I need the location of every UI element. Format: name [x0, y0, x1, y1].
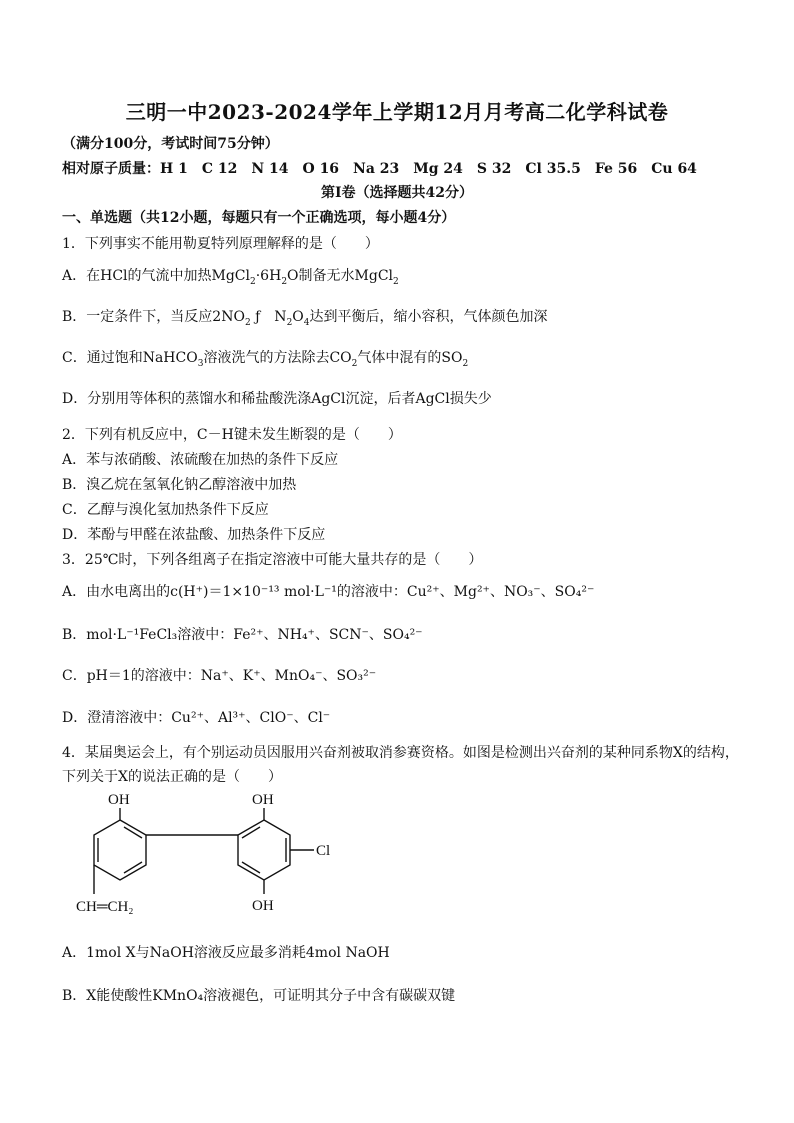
q4-stem-line2: 下列关于X的说法正确的是（ ）: [62, 769, 282, 785]
q2-option-b: B．溴乙烷在氢氧化钠乙醇溶液中加热: [62, 477, 297, 493]
q2-option-d: D．苯酚与甲醛在浓盐酸、加热条件下反应: [62, 527, 326, 543]
atomic-masses: 相对原子质量：H 1 C 12 N 14 O 16 Na 23 Mg 24 S 32 Cl 35.5 Fe 56 Cu 64: [62, 161, 697, 177]
exam-title: 三明一中2023-2024学年上学期12月月考高二化学科试卷: [125, 100, 669, 124]
q4-option-a: A．1mol X与NaOH溶液反应最多消耗4mol NaOH: [62, 945, 390, 961]
volume-title: 第Ⅰ卷（选择题共42分）: [320, 185, 474, 201]
structure-diagram: [58, 790, 358, 930]
label-oh-3: OH: [252, 898, 274, 914]
label-oh-1: OH: [108, 792, 130, 808]
q3-option-b: B．mol·L⁻¹FeCl₃溶液中：Fe²⁺、NH₄⁺、SCN⁻、SO₄²⁻: [62, 627, 423, 643]
q2-stem: 2．下列有机反应中，C－H键未发生断裂的是（ ）: [62, 427, 402, 443]
bonds: [94, 808, 314, 894]
q2-option-c: C．乙醇与溴化氢加热条件下反应: [62, 502, 269, 518]
q1-stem: 1．下列事实不能用勒夏特列原理解释的是（ ）: [62, 236, 379, 252]
label-cl: Cl: [316, 843, 331, 859]
exam-note: （满分100分，考试时间75分钟）: [62, 136, 279, 152]
ring-right: [238, 820, 290, 880]
q4-stem-line1: 4．某届奥运会上，有个别运动员因服用兴奋剂被取消参赛资格。如图是检测出兴奋剂的某种同系物X的结构，: [62, 745, 739, 761]
q3-option-c: C．pH＝1的溶液中：Na⁺、K⁺、MnO₄⁻、SO₃²⁻: [62, 668, 377, 684]
q2-option-a: A．苯与浓硝酸、浓硫酸在加热的条件下反应: [62, 452, 339, 468]
label-oh-2: OH: [252, 792, 274, 808]
q1-option-b: B．一定条件下，当反应$2NO_2$ ƒ $N_2O_4$达到平衡后，缩小容积，气体颜色加深: [62, 309, 548, 328]
q3-stem: 3．25℃时，下列各组离子在指定溶液中可能大量共存的是（ ）: [62, 552, 483, 568]
label-vinyl: CH═CH₂: [76, 899, 134, 915]
section-title: 一、单选题（共12小题，每题只有一个正确选项，每小题4分）: [62, 210, 456, 226]
q4-option-b: B．X能使酸性KMnO₄溶液褪色，可证明其分子中含有碳碳双键: [62, 988, 456, 1004]
q1-option-c: C．通过饱和NaHCO$_3$溶液洗气的方法除去$CO_2$气体中混有的$SO_2$: [62, 350, 469, 369]
q1-option-d: D．分别用等体积的蒸馏水和稀盐酸洗涤AgCl沉淀，后者AgCl损失少: [62, 391, 492, 407]
q1-option-a: A．在HCl的气流中加热$MgCl_2\cdot 6H_2O$制备无水MgCl$_2$: [62, 268, 399, 287]
structural-formula: [58, 790, 358, 930]
q3-option-a: A．由水电离出的c(H⁺)＝1×10⁻¹³ mol·L⁻¹的溶液中：Cu²⁺、Mg²⁺、NO₃⁻、SO₄²⁻: [62, 584, 595, 600]
q3-option-d: D．澄清溶液中：Cu²⁺、Al³⁺、ClO⁻、Cl⁻: [62, 710, 331, 726]
ring-left: [94, 820, 146, 880]
